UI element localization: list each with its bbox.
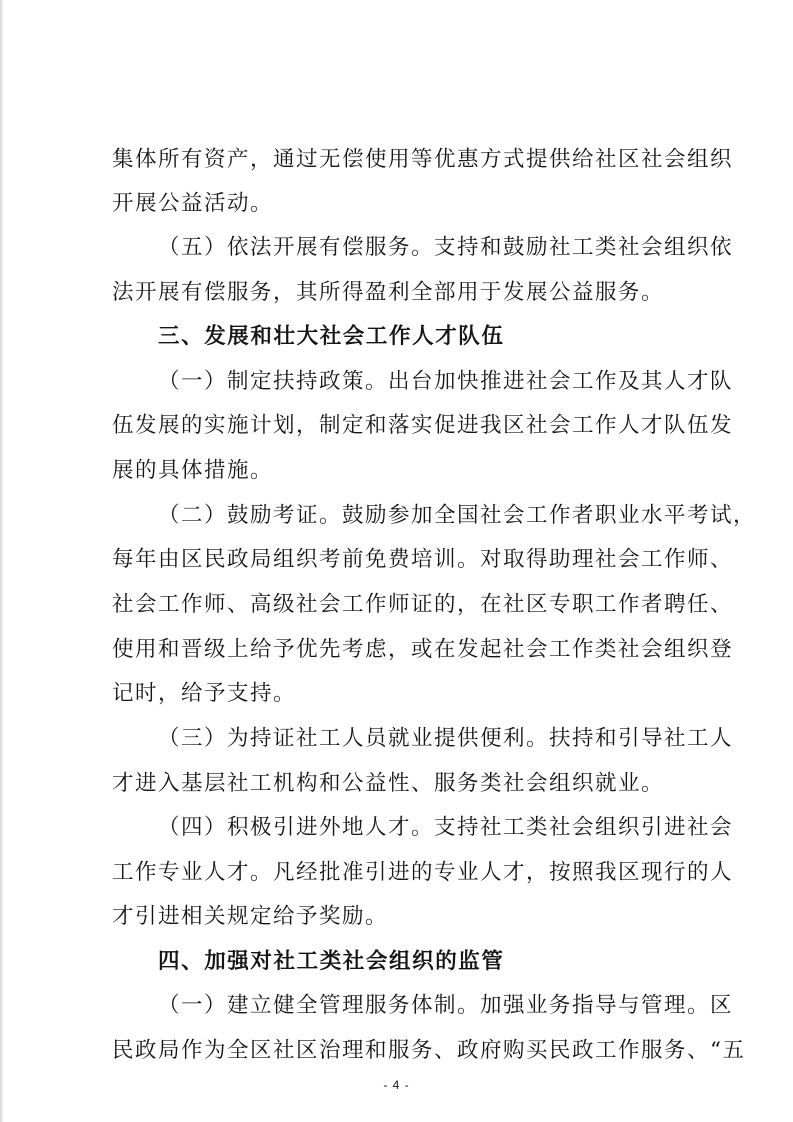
page-number: - 4 - xyxy=(383,1078,410,1092)
paragraph-1-start: （一）建立健全管理服务体制。加强业务指导与管理。区 xyxy=(158,993,734,1018)
section-heading-4: 四、加强对社工类社会组织的监管 xyxy=(158,949,505,974)
body-line: 使用和晋级上给予优先考虑，或在发起社会工作类社会组织登 xyxy=(112,637,734,662)
paragraph-4-start: （四）积极引进外地人才。支持社工类社会组织引进社会 xyxy=(158,815,734,840)
body-line: 集体所有资产，通过无偿使用等优惠方式提供给社区社会组织 xyxy=(112,147,734,172)
body-line: 才进入基层社工机构和公益性、服务类社会组织就业。 xyxy=(112,771,665,796)
body-line: 工作专业人才。凡经批准引进的专业人才，按照我区现行的人 xyxy=(112,860,734,885)
body-line: 伍发展的实施计划，制定和落实促进我区社会工作人才队伍发 xyxy=(112,413,734,438)
body-line: 开展公益活动。 xyxy=(112,191,274,216)
section-heading-3: 三、发展和壮大社会工作人才队伍 xyxy=(158,324,505,349)
body-line: 民政局作为全区社区治理和服务、政府购买民政工作服务、“五 xyxy=(112,1038,746,1063)
paragraph-5-start: （五）依法开展有偿服务。支持和鼓励社工类社会组织依 xyxy=(158,235,734,260)
body-line: 才引进相关规定给予奖励。 xyxy=(112,904,389,929)
paragraph-1-start: （一）制定扶持政策。出台加快推进社会工作及其人才队 xyxy=(158,369,734,394)
body-line: 每年由区民政局组织考前免费培训。对取得助理社会工作师、 xyxy=(112,547,734,572)
paragraph-3-start: （三）为持证社工人员就业提供便利。扶持和引导社工人 xyxy=(158,726,734,751)
scan-edge-shadow xyxy=(0,0,4,1122)
body-line: 展的具体措施。 xyxy=(112,458,274,483)
paragraph-2-start: （二）鼓励考证。鼓励参加全国社会工作者职业水平考试， xyxy=(158,503,757,528)
body-line: 法开展有偿服务，其所得盈利全部用于发展公益服务。 xyxy=(112,280,665,305)
body-line: 记时，给予支持。 xyxy=(112,681,297,706)
body-line: 社会工作师、高级社会工作师证的，在社区专职工作者聘任、 xyxy=(112,592,734,617)
